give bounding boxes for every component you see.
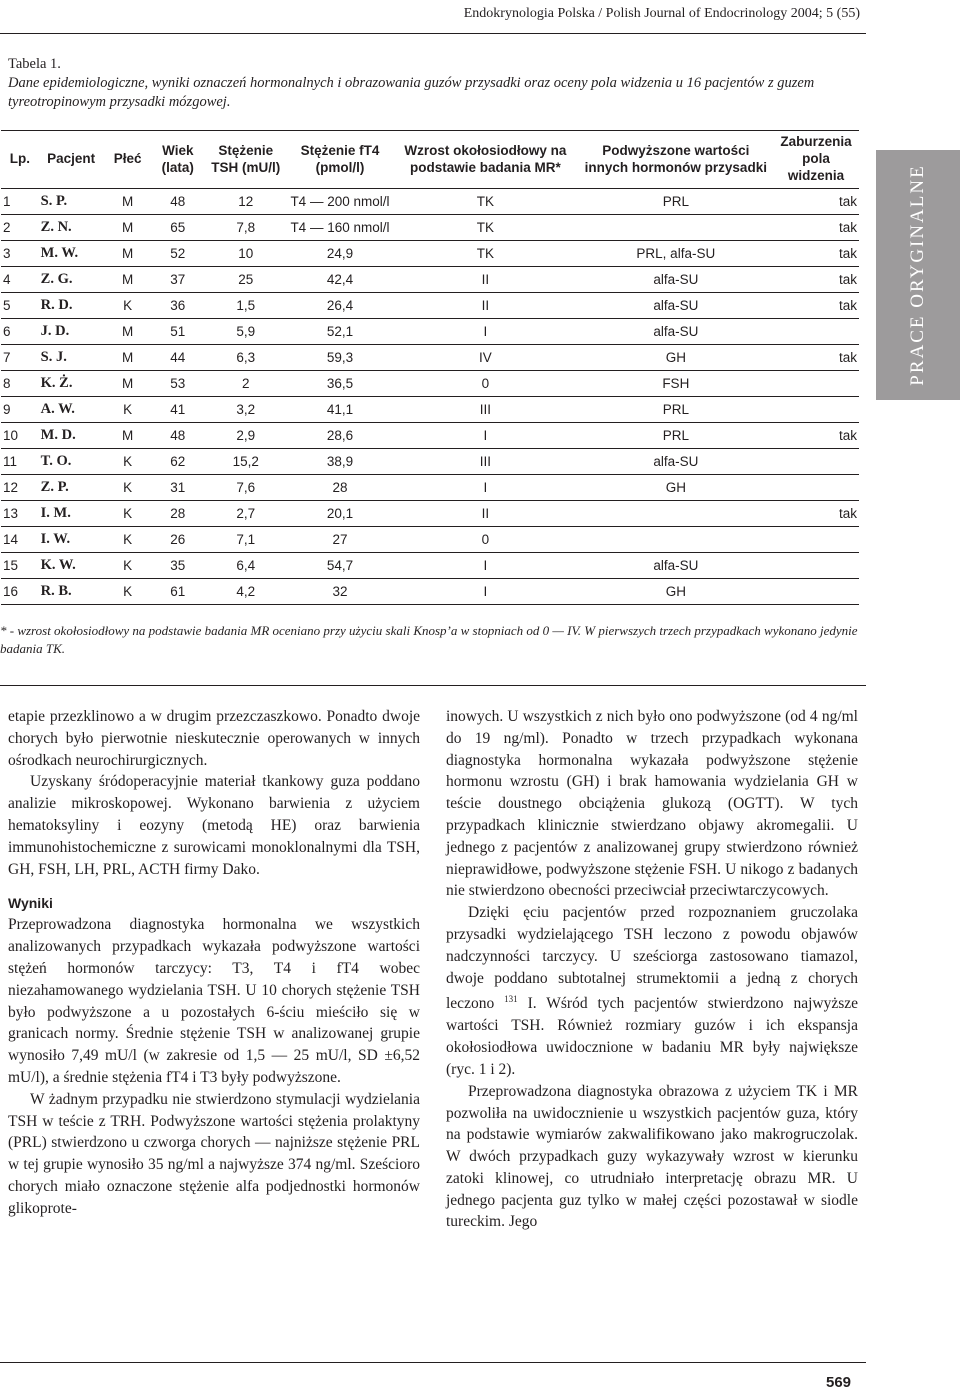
table-cell: M [104, 241, 152, 267]
table-cell: PRL [579, 397, 774, 423]
table-cell: FSH [579, 371, 774, 397]
table-cell: K [104, 293, 152, 319]
table-cell: M [104, 319, 152, 345]
table-cell: 26,4 [288, 293, 393, 319]
table-cell: 62 [152, 449, 204, 475]
paragraph-part: Dzięki ęciu pacjentów przed rozpoznaniem gruczolaka przysadki wydzielającego TSH leczono z powodu objawów nadczynności tarczycy. U sześciorga zastosowano tiamazol, dwoje poddano subtotalnej strumektomii a jedną z chorych leczono [446, 904, 858, 1013]
table-cell: 8 [1, 371, 39, 397]
column-header: Stężenie TSH (mU/l) [204, 131, 288, 189]
table-cell: K [104, 553, 152, 579]
table-cell [773, 579, 859, 605]
table-cell: 32 [288, 579, 393, 605]
paragraph-part: I. Wśród tych pacjentów stwierdzono najwyższe wartości TSH. Również rozmiary guzów i ich ekspansja okołosiodłowa uwidocznione w badaniu MR były największe (ryc. 1 i 2). [446, 995, 858, 1078]
table-cell: K [104, 579, 152, 605]
column-header: Wiek (lata) [152, 131, 204, 189]
table-cell: 7 [1, 345, 39, 371]
table-cell: 51 [152, 319, 204, 345]
table-cell: 59,3 [288, 345, 393, 371]
paragraph: etapie przezklinowo a w drugim przezczaszkowo. Ponadto dwoje chorych było pierwotnie nieskutecznie operowanych w innych ośrodkach neurochirurgicznych. [8, 708, 420, 769]
table-cell: I [392, 475, 578, 501]
table-cell: 4,2 [204, 579, 288, 605]
superscript: 131 [504, 994, 518, 1005]
table-cell: 15,2 [204, 449, 288, 475]
table-cell: 61 [152, 579, 204, 605]
table-cell: 38,9 [288, 449, 393, 475]
table-cell: 65 [152, 215, 204, 241]
table-cell: Z. P. [39, 475, 104, 501]
table-cell [579, 215, 774, 241]
table-label: Tabela 1. [8, 56, 61, 72]
table-row [1, 501, 859, 527]
table-cell: 2 [1, 215, 39, 241]
table-caption: Dane epidemiologiczne, wyniki oznaczeń hormonalnych i obrazowania guzów przysadki oraz oceny pola widzenia u 16 pacjentów z guzem tyreotropinowym przysadki mózgowej. [8, 75, 815, 110]
table-cell [773, 319, 859, 345]
table-cell: tak [773, 293, 859, 319]
table-cell: 28,6 [288, 423, 393, 449]
table-cell: II [392, 501, 578, 527]
table-cell: PRL [579, 189, 774, 215]
page-number: 569 [826, 1374, 852, 1391]
section-heading: Wyniki [8, 895, 53, 912]
paragraph: W żadnym przypadku nie stwierdzono stymulacji wydzielania TSH w teście z TRH. Podwyższone wartości stężenia prolaktyny (PRL) stwierdzono u czworga chorych — najniższe stężenie PRL w tej grupie wynosiło 35 ng/ml a najwyższe 374 ng/ml. Sześcioro chorych miało oznaczone stężenie alfa podjednostki hormonów glikoprote- [8, 1090, 420, 1217]
table-cell: 13 [1, 501, 39, 527]
table-cell: 31 [152, 475, 204, 501]
table-title [8, 55, 858, 112]
table-cell: alfa-SU [579, 553, 774, 579]
table-cell [773, 397, 859, 423]
table-cell: 28 [288, 475, 393, 501]
section-side-label [876, 150, 960, 400]
paragraph: Uzyskany śródoperacyjnie materiał tkankowy guza poddano analizie mikroskopowej. Wykonano barwienia z użyciem hematoksyliny i eozyny (metodą HE) oraz barwienia immunohistochemiczne z surowicami monoklonalnymi dla TSH, GH, FSH, LH, PRL, ACTH firmy Dako. [8, 773, 420, 878]
table-cell: TK [392, 189, 578, 215]
column-header: Podwyższone wartości innych hormonów przysadki [579, 131, 774, 189]
table-cell: 16 [1, 579, 39, 605]
table-cell: 26 [152, 527, 204, 553]
table-cell: A. W. [39, 397, 104, 423]
table-cell: K. W. [39, 553, 104, 579]
table-cell: GH [579, 579, 774, 605]
table-cell: I [392, 553, 578, 579]
journal-header: Endokrynologia Polska / Polish Journal of Endocrinology 2004; 5 (55) [463, 6, 860, 21]
table-cell: M [104, 423, 152, 449]
table-cell: 0 [392, 527, 578, 553]
table-row [1, 527, 859, 553]
table-cell: I [392, 319, 578, 345]
table-cell [773, 527, 859, 553]
table-header-row [1, 131, 859, 189]
table-cell [773, 553, 859, 579]
table-cell: II [392, 293, 578, 319]
table-cell: T. O. [39, 449, 104, 475]
footnote-rule [0, 685, 866, 686]
table-cell: 7,8 [204, 215, 288, 241]
table-cell: K [104, 501, 152, 527]
table-cell: 2 [204, 371, 288, 397]
table-row [1, 475, 859, 501]
table-cell: 2,7 [204, 501, 288, 527]
table-cell: T4 — 160 nmol/l [288, 215, 393, 241]
table-row [1, 293, 859, 319]
table-cell: 20,1 [288, 501, 393, 527]
table-cell: M. W. [39, 241, 104, 267]
table-cell: 9 [1, 397, 39, 423]
table-row [1, 553, 859, 579]
table-row [1, 267, 859, 293]
table-cell: alfa-SU [579, 319, 774, 345]
paragraph [446, 902, 858, 1081]
table-cell [579, 527, 774, 553]
table-cell: T4 — 200 nmol/l [288, 189, 393, 215]
table-row [1, 215, 859, 241]
table-cell: tak [773, 189, 859, 215]
table-footnote: * - wzrost okołosiodłowy na podstawie badania MR oceniano przy użyciu skali Knosp’a w stopniach od 0 — IV. W pierwszych trzech przypadkach wykonano jedynie badania TK. [0, 623, 858, 656]
table-cell: J. D. [39, 319, 104, 345]
table-cell: 54,7 [288, 553, 393, 579]
table-cell: I. M. [39, 501, 104, 527]
table-cell: 1 [1, 189, 39, 215]
patient-table [1, 130, 859, 605]
table-cell: TK [392, 241, 578, 267]
table-cell: Z. G. [39, 267, 104, 293]
table-row [1, 371, 859, 397]
table-cell: M [104, 345, 152, 371]
table-row [1, 449, 859, 475]
paragraph: Przeprowadzona diagnostyka obrazowa z użyciem TK i MR pozwoliła na uwidocznienie u wszystkich pacjentów guza, który na podstawie wymiarów zakwalifikowano jako makrogruczolak. W dwóch przypadkach guzy wykazywały wzrost w kierunku zatoki klinowej, co utrudniało interpretację obrazu MR. U jednego pacjenta guz tylko w małej części pozostawał w siodle tureckim. Jego [446, 1082, 858, 1231]
table-cell: I. W. [39, 527, 104, 553]
table-row [1, 319, 859, 345]
table-cell: tak [773, 345, 859, 371]
table-cell: K [104, 397, 152, 423]
table-cell: K [104, 475, 152, 501]
table-cell: 10 [204, 241, 288, 267]
column-header: Stężenie fT4 (pmol/l) [288, 131, 393, 189]
table-cell: R. D. [39, 293, 104, 319]
table-cell [773, 449, 859, 475]
table-row [1, 241, 859, 267]
table-cell: 7,6 [204, 475, 288, 501]
table-cell: M [104, 267, 152, 293]
table-cell: 6 [1, 319, 39, 345]
table-cell: M. D. [39, 423, 104, 449]
table-cell: tak [773, 501, 859, 527]
left-text-column [8, 706, 420, 1220]
table-cell: alfa-SU [579, 293, 774, 319]
table-cell: PRL, alfa-SU [579, 241, 774, 267]
table-cell: S. P. [39, 189, 104, 215]
table-cell: 25 [204, 267, 288, 293]
table-cell: Z. N. [39, 215, 104, 241]
column-header: Wzrost okołosiodłowy na podstawie badania MR* [392, 131, 578, 189]
table-cell: tak [773, 423, 859, 449]
table-cell: 41 [152, 397, 204, 423]
column-header: Lp. [1, 131, 39, 189]
table-cell: 6,3 [204, 345, 288, 371]
table-cell: M [104, 189, 152, 215]
table-cell: 37 [152, 267, 204, 293]
table-cell: 42,4 [288, 267, 393, 293]
column-header: Płeć [104, 131, 152, 189]
table-cell: S. J. [39, 345, 104, 371]
table-cell: TK [392, 215, 578, 241]
table-cell: 3,2 [204, 397, 288, 423]
table-cell: GH [579, 475, 774, 501]
table-cell: 4 [1, 267, 39, 293]
table-cell: K. Ż. [39, 371, 104, 397]
table-cell: tak [773, 267, 859, 293]
table-cell: 52,1 [288, 319, 393, 345]
table-row [1, 579, 859, 605]
table-cell: M [104, 215, 152, 241]
table-cell: 1,5 [204, 293, 288, 319]
table-row [1, 345, 859, 371]
table-cell: 15 [1, 553, 39, 579]
table-cell: I [392, 579, 578, 605]
table-cell: tak [773, 241, 859, 267]
table-cell: alfa-SU [579, 449, 774, 475]
table-cell: 48 [152, 189, 204, 215]
table-cell: 2,9 [204, 423, 288, 449]
table-cell: R. B. [39, 579, 104, 605]
table-cell: 35 [152, 553, 204, 579]
table-cell: M [104, 371, 152, 397]
table-cell: tak [773, 215, 859, 241]
table-cell: 6,4 [204, 553, 288, 579]
table-row [1, 397, 859, 423]
table-cell: III [392, 449, 578, 475]
table-cell: 36,5 [288, 371, 393, 397]
table-cell: 52 [152, 241, 204, 267]
table-cell: GH [579, 345, 774, 371]
bottom-rule [0, 1362, 866, 1363]
table-cell: 3 [1, 241, 39, 267]
table-cell: 44 [152, 345, 204, 371]
table-cell: K [104, 449, 152, 475]
table-row [1, 423, 859, 449]
table-cell: 12 [204, 189, 288, 215]
table-cell: 0 [392, 371, 578, 397]
table-cell [579, 501, 774, 527]
header-rule [0, 33, 866, 34]
table-cell: 48 [152, 423, 204, 449]
table-cell: 24,9 [288, 241, 393, 267]
table-cell: 28 [152, 501, 204, 527]
table-cell: 12 [1, 475, 39, 501]
paragraph: Przeprowadzona diagnostyka hormonalna we wszystkich analizowanych przypadkach wykazała podwyższone wartości stężeń hormonów tarczycy: T3, T4 i fT4 wobec niezahamowanego wydzielania TSH. U 10 chorych stężenie TSH było podwyższone a u pozostałych 6-ściu mieściło się w granicach normy. Średnie stężenie TSH w analizowanej grupie wynosiło 7,49 mU/l (w zakresie od 1,5 — 25 mU/l, SD ±6,52 mU/l), a średnie stężenia fT4 i T3 były podwyższone. [8, 916, 420, 1086]
table-cell: 10 [1, 423, 39, 449]
table-cell: PRL [579, 423, 774, 449]
table-row [1, 189, 859, 215]
table-cell: IV [392, 345, 578, 371]
table-cell: III [392, 397, 578, 423]
right-text-column [446, 706, 858, 1233]
table-cell: 11 [1, 449, 39, 475]
column-header: Zaburzenia pola widzenia [773, 131, 859, 189]
side-label-text: PRACE ORYGINALNE [907, 164, 928, 386]
table-body [1, 189, 859, 605]
table-cell: 27 [288, 527, 393, 553]
table-cell: 5,9 [204, 319, 288, 345]
paragraph: inowych. U wszystkich z nich było ono podwyższone (od 4 ng/ml do 19 ng/ml). Ponadto w trzech przypadkach wykonana diagnostyka hormonalna wykazała podwyższone stężenie hormonu wzrostu (GH) i brak hamowania wydzielania GH w teście doustnego obciążenia glukozą (OGTT). W tych przypadkach klinicznie stwierdzano objawy akromegalii. U jednego z pacjentów z analizowanej grupy stwierdzono również nieprawidłowe, podwyższone stężenie FSH. U nikogo z badanych nie stwierdzono obecności przeciwciał przeciwtarczycowych. [446, 708, 858, 900]
table-cell: 5 [1, 293, 39, 319]
table-cell [773, 475, 859, 501]
table-cell: 53 [152, 371, 204, 397]
table-cell [773, 371, 859, 397]
table-cell: 36 [152, 293, 204, 319]
table-cell: 41,1 [288, 397, 393, 423]
column-header: Pacjent [39, 131, 104, 189]
table-cell: 14 [1, 527, 39, 553]
table-cell: 7,1 [204, 527, 288, 553]
table-cell: II [392, 267, 578, 293]
table-cell: K [104, 527, 152, 553]
table-cell: alfa-SU [579, 267, 774, 293]
table-cell: I [392, 423, 578, 449]
